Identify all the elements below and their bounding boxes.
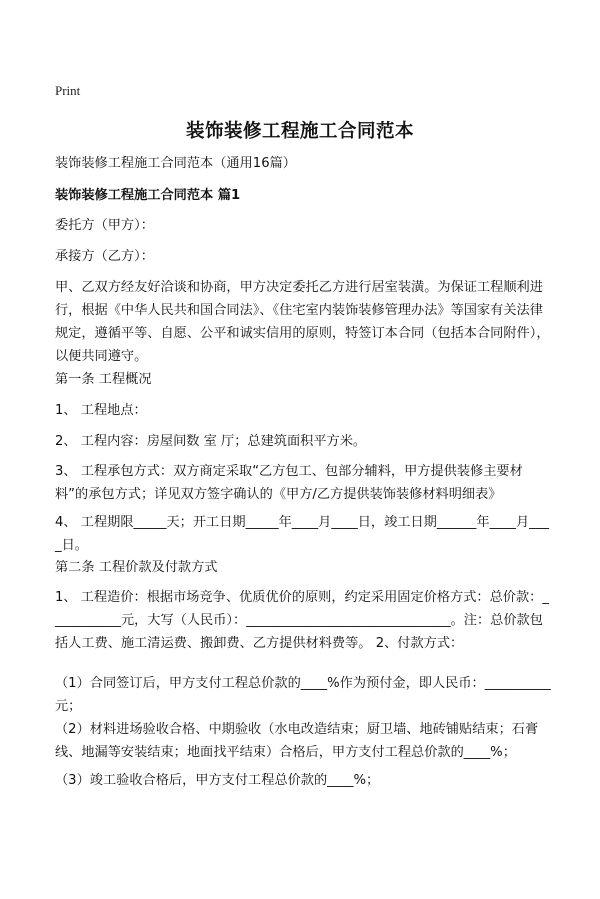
article1-heading: 第一条 工程概况 xyxy=(55,372,152,387)
contract-method: 3、 工程承包方式：双方商定采取“乙方包工、包部分辅料，甲方提供装修主要材料”的承包方式；详见双方签字确认的《甲方/乙方提供装饰装修材料明细表》 xyxy=(55,464,523,502)
party-b-line: 承接方（乙方）： xyxy=(55,249,154,264)
project-content: 2、 工程内容：房屋间数 室 厅；总建筑面积平方米。 xyxy=(55,434,367,449)
payment-1: （1）合同签订后，甲方支付工程总价款的____%作为预付金，即人民币：__________元； xyxy=(55,676,551,714)
section-heading: 装饰装修工程施工合同范本 篇1 xyxy=(55,188,241,203)
document-subtitle: 装饰装修工程施工合同范本（通用16篇） xyxy=(55,156,296,171)
article2-heading: 第二条 工程价款及付款方式 xyxy=(55,560,218,575)
project-price: 1、 工程造价：根据市场竞争、优质优价的原则，约定采用固定价格方式：总价款：___________元，大写（人民币）：_______________________________。注：总价款包括人工费、施工清运费、搬卸费、乙方提供材料费等。 2、付款方式： xyxy=(55,590,549,651)
intro-paragraph: 甲、乙双方经友好洽谈和协商，甲方决定委托乙方进行居室装潢。为保证工程顺利进行，根据《中华人民共和国合同法》、《住宅室内装饰装修管理办法》等国家有关法律规定，遵循平等、自愿、公平和诚实信用的原则，特签订本合同（包括本合同附件），以便共同遵守。 xyxy=(55,280,550,364)
payment-2: （2）材料进场验收合格、中期验收（水电改造结束；厨卫墙、地砖铺贴结束；石膏线、地漏等安装结束；地面找平结束）合格后，甲方支付工程总价款的____%； xyxy=(55,722,539,760)
payment-3: （3）竣工验收合格后，甲方支付工程总价款的____%； xyxy=(55,773,380,788)
print-label: Print xyxy=(55,83,81,98)
project-duration: 4、 工程期限_____天；开工日期_____年____月____日，竣工日期______年____月____日。 xyxy=(55,515,549,553)
party-a-line: 委托方（甲方）： xyxy=(55,218,154,233)
document-title: 装饰装修工程施工合同范本 xyxy=(185,121,414,142)
project-location: 1、 工程地点： xyxy=(55,403,147,418)
